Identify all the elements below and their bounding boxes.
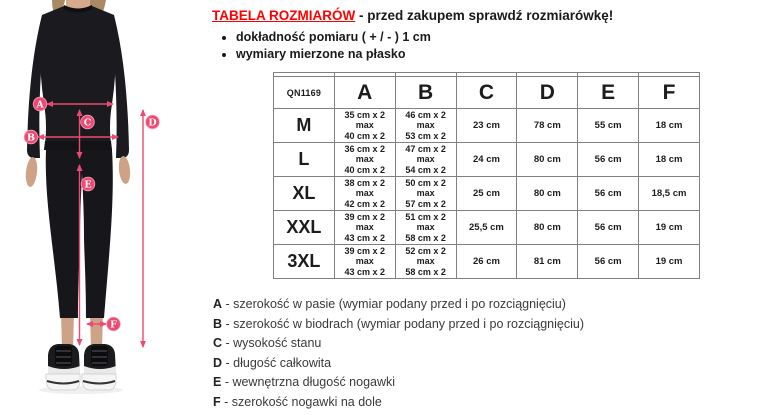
size-table bbox=[273, 72, 700, 279]
marker-a bbox=[33, 97, 47, 111]
legend-letter: D bbox=[213, 355, 223, 370]
cell-m-a: 35 cm x 2 max 40 cm x 2 bbox=[334, 109, 395, 143]
marker-f-letter: F bbox=[110, 319, 117, 331]
cell-xl-d: 80 cm bbox=[517, 177, 578, 211]
size-label-cell: M bbox=[274, 109, 335, 143]
bullet-measured-flat: • wymiary mierzone na płasko bbox=[236, 47, 752, 61]
marker-c bbox=[81, 115, 95, 129]
table-row-xxl bbox=[274, 211, 700, 245]
marker-a-letter: A bbox=[36, 99, 44, 111]
sneaker-left bbox=[46, 344, 80, 390]
size-label-cell: XXL bbox=[274, 211, 335, 245]
legend-row-b bbox=[213, 315, 584, 335]
cell-xxl-d: 80 cm bbox=[517, 211, 578, 245]
column-header-b: B bbox=[395, 77, 456, 109]
table-row-3xl bbox=[274, 245, 700, 279]
cell-l-f: 18 cm bbox=[639, 143, 700, 177]
marker-b bbox=[24, 130, 38, 144]
cell-xl-c: 25 cm bbox=[456, 177, 517, 211]
header-block bbox=[212, 8, 752, 64]
cell-3xl-b: 52 cm x 2 max 58 cm x 2 bbox=[395, 245, 456, 279]
legend-letter: E bbox=[213, 375, 222, 389]
size-label-cell: L bbox=[274, 143, 335, 177]
legend-row-d bbox=[213, 354, 584, 374]
legend-text: - długość całkowita bbox=[222, 355, 332, 370]
page-title-suffix: - przed zakupem sprawdź rozmiarówkę! bbox=[355, 8, 614, 23]
info-bullets bbox=[212, 30, 752, 61]
legend-text: - wewnętrzna długość nogawki bbox=[221, 375, 396, 389]
page-title-red: TABELA ROZMIARÓW bbox=[212, 8, 356, 23]
column-header-a: A bbox=[334, 77, 395, 109]
column-header-e: E bbox=[578, 77, 639, 109]
legend-letter: F bbox=[213, 394, 221, 409]
legend-row-e bbox=[213, 373, 584, 393]
cell-l-d: 80 cm bbox=[517, 143, 578, 177]
legend-letter: B bbox=[213, 316, 223, 331]
sneaker-right bbox=[82, 344, 116, 390]
legend-letter: C bbox=[213, 336, 223, 350]
table-header-row bbox=[274, 77, 700, 109]
legend-row-c bbox=[213, 334, 584, 354]
product-code-cell: QN1169 bbox=[274, 77, 335, 109]
marker-b-letter: B bbox=[26, 132, 36, 144]
cell-xl-a: 38 cm x 2 max 42 cm x 2 bbox=[334, 177, 395, 211]
cell-xxl-c: 25,5 cm bbox=[456, 211, 517, 245]
cell-xl-b: 50 cm x 2 max 57 cm x 2 bbox=[395, 177, 456, 211]
column-header-f: F bbox=[639, 77, 700, 109]
cell-m-f: 18 cm bbox=[639, 109, 700, 143]
sweater-torso bbox=[40, 6, 116, 150]
marker-d bbox=[146, 115, 160, 129]
size-label-cell: 3XL bbox=[274, 245, 335, 279]
legend-letter: A bbox=[213, 297, 223, 311]
cell-3xl-f: 19 cm bbox=[639, 245, 700, 279]
legend-row-a bbox=[213, 295, 584, 315]
table-row-xl bbox=[274, 177, 700, 211]
cell-m-e: 55 cm bbox=[578, 109, 639, 143]
cell-3xl-e: 56 cm bbox=[578, 245, 639, 279]
legend-text: - wysokość stanu bbox=[222, 336, 322, 350]
legend-text: - szerokość nogawki na dole bbox=[220, 394, 382, 409]
cell-m-d: 78 cm bbox=[517, 109, 578, 143]
marker-e bbox=[81, 177, 95, 191]
legend bbox=[213, 295, 584, 412]
cell-l-e: 56 cm bbox=[578, 143, 639, 177]
cell-xl-f: 18,5 cm bbox=[639, 177, 700, 211]
legend-text: - szerokość w biodrach (wymiar podany przed i po rozciągnięciu) bbox=[222, 316, 584, 331]
marker-f bbox=[107, 317, 121, 331]
page-title bbox=[212, 8, 752, 23]
model-photo bbox=[0, 0, 200, 415]
column-header-c: C bbox=[456, 77, 517, 109]
legend-row-f bbox=[213, 393, 584, 413]
cell-3xl-d: 81 cm bbox=[517, 245, 578, 279]
cell-l-b: 47 cm x 2 max 54 cm x 2 bbox=[395, 143, 456, 177]
cell-l-a: 36 cm x 2 max 40 cm x 2 bbox=[334, 143, 395, 177]
sweater-hem bbox=[44, 141, 112, 150]
hand-right bbox=[118, 156, 132, 185]
size-label-cell: XL bbox=[274, 177, 335, 211]
cell-xxl-f: 19 cm bbox=[639, 211, 700, 245]
marker-d-letter: D bbox=[148, 117, 157, 129]
table-row-l bbox=[274, 143, 700, 177]
cell-m-b: 46 cm x 2 max 53 cm x 2 bbox=[395, 109, 456, 143]
marker-e-letter: E bbox=[84, 179, 92, 191]
cell-l-c: 24 cm bbox=[456, 143, 517, 177]
cell-3xl-a: 39 cm x 2 max 43 cm x 2 bbox=[334, 245, 395, 279]
cell-xxl-e: 56 cm bbox=[578, 211, 639, 245]
cell-3xl-c: 26 cm bbox=[456, 245, 517, 279]
cell-xl-e: 56 cm bbox=[578, 177, 639, 211]
black-sweater bbox=[27, 5, 129, 158]
cell-xxl-b: 51 cm x 2 max 58 cm x 2 bbox=[395, 211, 456, 245]
legend-text: - szerokość w pasie (wymiar podany przed i po rozciągnięciu) bbox=[222, 297, 566, 311]
column-header-d: D bbox=[517, 77, 578, 109]
table-row-m bbox=[274, 109, 700, 143]
cell-m-c: 23 cm bbox=[456, 109, 517, 143]
hand-left bbox=[24, 157, 38, 188]
marker-c-letter: C bbox=[83, 117, 92, 129]
bullet-measure-accuracy: • dokładność pomiaru ( + / - ) 1 cm bbox=[236, 30, 752, 44]
cell-xxl-a: 39 cm x 2 max 43 cm x 2 bbox=[334, 211, 395, 245]
